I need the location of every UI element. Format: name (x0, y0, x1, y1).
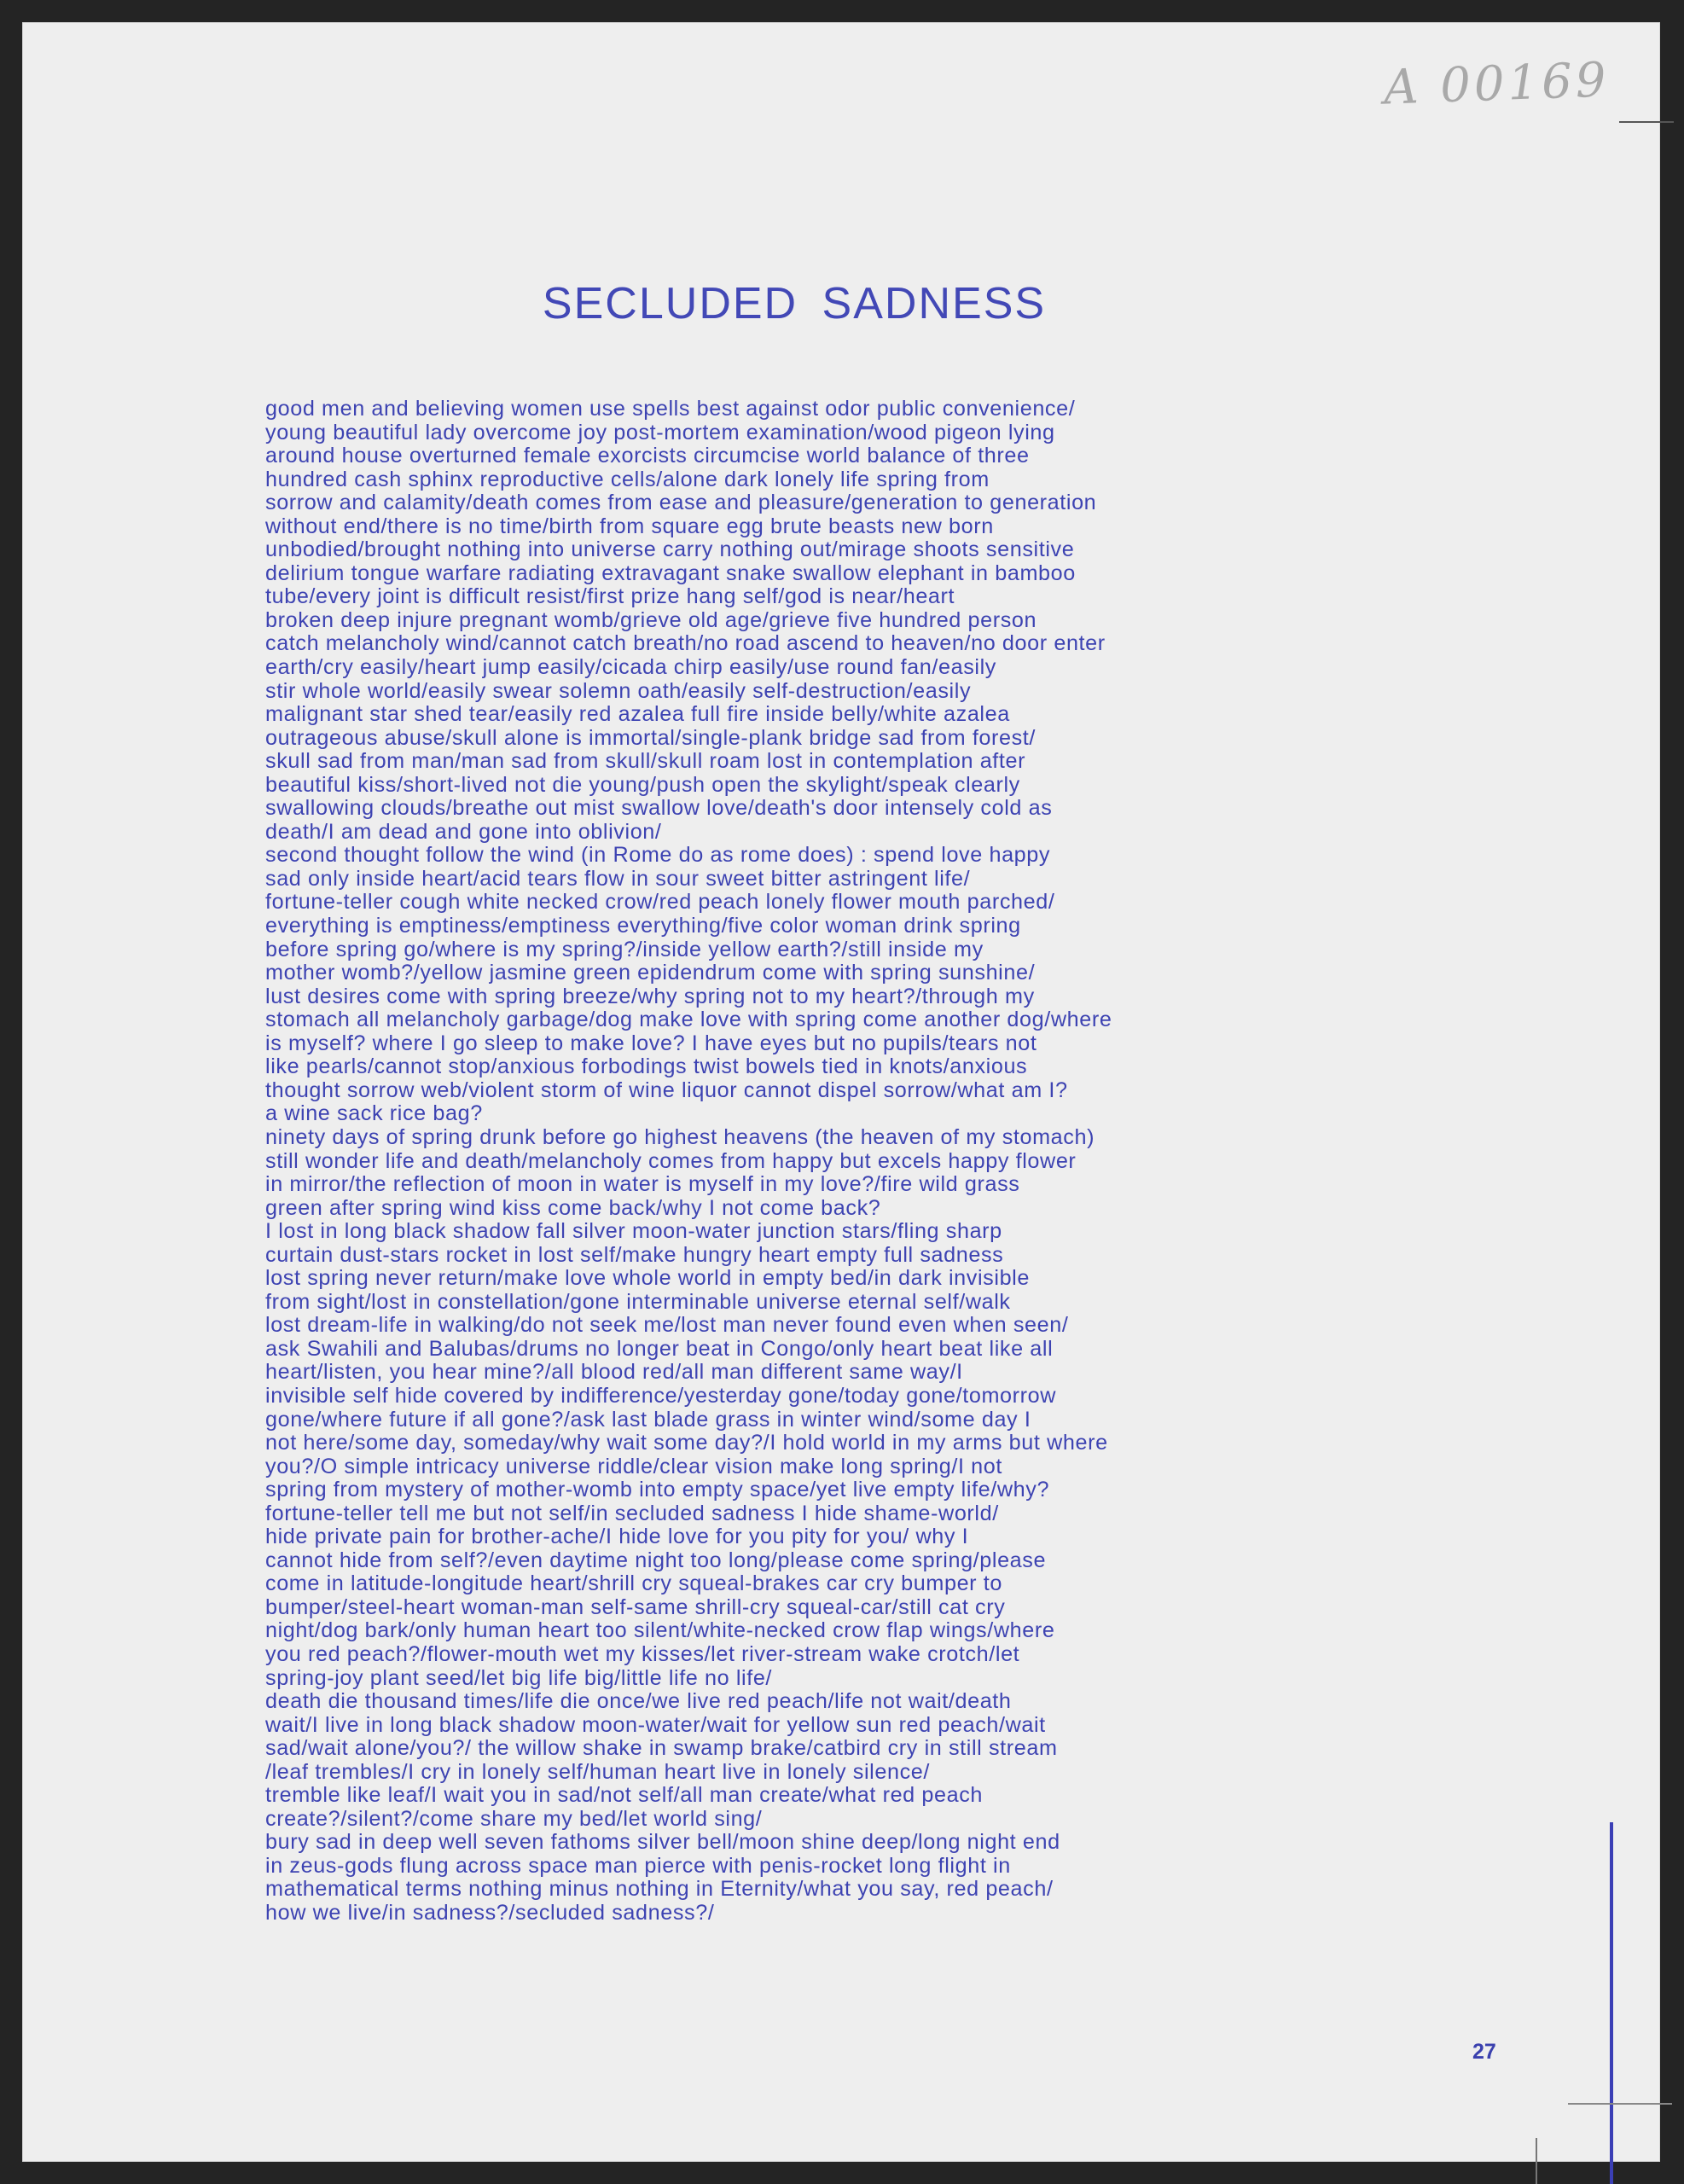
poem-line: in mirror/the reflection of moon in water is myself in my love?/fire wild grass (265, 1172, 1020, 1197)
poem-line: still wonder life and death/melancholy comes from happy but excels happy flower (265, 1148, 1077, 1173)
poem-line: fortune-teller cough white necked crow/red peach lonely flower mouth parched/ (265, 890, 1055, 915)
crop-mark-horizontal (1568, 2103, 1672, 2105)
poem-line: you?/O simple intricacy universe riddle/clear vision make long spring/I not (265, 1454, 1002, 1478)
crop-mark-top-right (1619, 121, 1674, 123)
poem-line: without end/there is no time/birth from square egg brute beasts new born (265, 514, 994, 538)
poem-line: I lost in long black shadow fall silver moon-water junction stars/fling sharp (265, 1219, 1002, 1244)
poem-line: wait/I live in long black shadow moon-water/wait for yellow sun red peach/wait (265, 1712, 1046, 1737)
poem-line: bumper/steel-heart woman-man self-same shrill-cry squeal-car/still cat cry (265, 1594, 1006, 1619)
poem-line: green after spring wind kiss come back/why I not come back? (265, 1195, 881, 1220)
poem-line: catch melancholy wind/cannot catch breath/no road ascend to heaven/no door enter (265, 631, 1106, 656)
poem-line: ask Swahili and Balubas/drums no longer beat in Congo/only heart beat like all (265, 1336, 1054, 1361)
poem-line: hundred cash sphinx reproductive cells/alone dark lonely life spring from (265, 467, 990, 491)
poem-line: outrageous abuse/skull alone is immortal/single-plank bridge sad from forest/ (265, 725, 1037, 750)
poem-line: hide private pain for brother-ache/I hide love for you pity for you/ why I (265, 1525, 969, 1549)
poem-line: lust desires come with spring breeze/why spring not to my heart?/through my (265, 984, 1035, 1008)
poem-line: earth/cry easily/heart jump easily/cicada chirp easily/use round fan/easily (265, 655, 996, 680)
poem-line: tube/every joint is difficult resist/first prize hang self/god is near/heart (265, 584, 955, 609)
poem-line: come in latitude-longitude heart/shrill cry squeal-brakes car cry bumper to (265, 1571, 1002, 1596)
poem-line: sorrow and calamity/death comes from ease and pleasure/generation to generation (265, 491, 1097, 515)
poem-line: lost dream-life in walking/do not seek me/lost man never found even when seen/ (265, 1313, 1069, 1338)
poem-line: around house overturned female exorcists circumcise world balance of three (265, 444, 1030, 468)
poem-line: everything is emptiness/emptiness everything/five color woman drink spring (265, 914, 1021, 938)
poem-line: unbodied/brought nothing into universe carry nothing out/mirage shoots sensitive (265, 537, 1075, 562)
poem-line: spring-joy plant seed/let big life big/little life no life/ (265, 1665, 773, 1690)
poem-line: malignant star shed tear/easily red azalea full fire inside belly/white azalea (265, 702, 1010, 727)
poem-line: mother womb?/yellow jasmine green epidendrum come with spring sunshine/ (265, 961, 1036, 985)
poem-line: not here/some day, someday/why wait some day?/I hold world in my arms but where (265, 1431, 1108, 1455)
poem-line: young beautiful lady overcome joy post-mortem examination/wood pigeon lying (265, 420, 1055, 444)
poem-line: before spring go/where is my spring?/inside yellow earth?/still inside my (265, 937, 984, 961)
poem-line: lost spring never return/make love whole world in empty bed/in dark invisible (265, 1266, 1030, 1291)
poem-line: /leaf trembles/I cry in lonely self/human heart live in lonely silence/ (265, 1759, 930, 1784)
poem-line: you red peach?/flower-mouth wet my kisses/let river-stream wake crotch/let (265, 1641, 1020, 1666)
poem-line: broken deep injure pregnant womb/grieve old age/grieve five hundred person (265, 607, 1037, 632)
poem-body (265, 398, 1374, 1926)
poem-line: cannot hide from self?/even daytime night too long/please come spring/please (265, 1548, 1047, 1572)
poem-line: curtain dust-stars rocket in lost self/make hungry heart empty full sadness (265, 1242, 1004, 1267)
poem-line: a wine sack rice bag? (265, 1101, 483, 1126)
poem-line: stomach all melancholy garbage/dog make love with spring come another dog/where (265, 1008, 1112, 1032)
poem-line: thought sorrow web/violent storm of wine liquor cannot dispel sorrow/what am I? (265, 1077, 1068, 1102)
poem-line: death die thousand times/life die once/we live red peach/life not wait/death (265, 1689, 1012, 1714)
poem-line: delirium tongue warfare radiating extravagant snake swallow elephant in bamboo (265, 561, 1076, 585)
poem-line: death/I am dead and gone into oblivion/ (265, 819, 662, 844)
poem-line: is myself? where I go sleep to make love? I have eyes but no pupils/tears not (265, 1031, 1037, 1055)
poem-line: swallowing clouds/breathe out mist swallow love/death's door intensely cold as (265, 796, 1053, 821)
crop-mark-vertical (1536, 2138, 1537, 2184)
poem-line: good men and believing women use spells best against odor public convenience/ (265, 397, 1076, 421)
poem-line: beautiful kiss/short-lived not die young/push open the skylight/speak clearly (265, 772, 1020, 797)
poem-line: gone/where future if all gone?/ask last blade grass in winter wind/some day I (265, 1407, 1031, 1432)
poem-line: ninety days of spring drunk before go highest heavens (the heaven of my stomach) (265, 1124, 1095, 1149)
poem-line: tremble like leaf/I wait you in sad/not self/all man create/what red peach (265, 1783, 984, 1808)
poem-line: invisible self hide covered by indifference/yesterday gone/today gone/tomorrow (265, 1383, 1057, 1408)
poem-line: sad/wait alone/you?/ the willow shake in swamp brake/catbird cry in still stream (265, 1736, 1058, 1761)
poem-line: in zeus-gods flung across space man pierce with penis-rocket long flight in (265, 1853, 1011, 1878)
poem-line: bury sad in deep well seven fathoms silver bell/moon shine deep/long night end (265, 1830, 1060, 1855)
poem-line: second thought follow the wind (in Rome do as rome does) : spend love happy (265, 843, 1051, 868)
poem-line: skull sad from man/man sad from skull/skull roam lost in contemplation after (265, 749, 1026, 774)
poem-line: night/dog bark/only human heart too silent/white-necked crow flap wings/where (265, 1618, 1055, 1643)
poem-line: how we live/in sadness?/secluded sadness?/ (265, 1901, 715, 1925)
poem-line: from sight/lost in constellation/gone interminable universe eternal self/walk (265, 1289, 1011, 1314)
poem-line: heart/listen, you hear mine?/all blood red/all man different same way/I (265, 1360, 963, 1385)
poem-title: SECLUDED SADNESS (542, 279, 1047, 328)
poem-line: fortune-teller tell me but not self/in secluded sadness I hide shame-world/ (265, 1501, 999, 1525)
poem-line: spring from mystery of mother-womb into empty space/yet live empty life/why? (265, 1478, 1050, 1502)
poem-line: create?/silent?/come share my bed/let world sing/ (265, 1806, 763, 1831)
blue-margin-bar (1610, 1822, 1613, 2184)
page-number: 27 (1472, 2040, 1496, 2064)
poem-line: like pearls/cannot stop/anxious forbodings twist bowels tied in knots/anxious (265, 1054, 1028, 1079)
poem-line: mathematical terms nothing minus nothing in Eternity/what you say, red peach/ (265, 1877, 1054, 1902)
archive-handwritten-id: A 00169 (1382, 52, 1611, 116)
document-page (22, 22, 1660, 2162)
poem-line: sad only inside heart/acid tears flow in sour sweet bitter astringent life/ (265, 866, 971, 891)
poem-line: stir whole world/easily swear solemn oath/easily self-destruction/easily (265, 678, 972, 703)
